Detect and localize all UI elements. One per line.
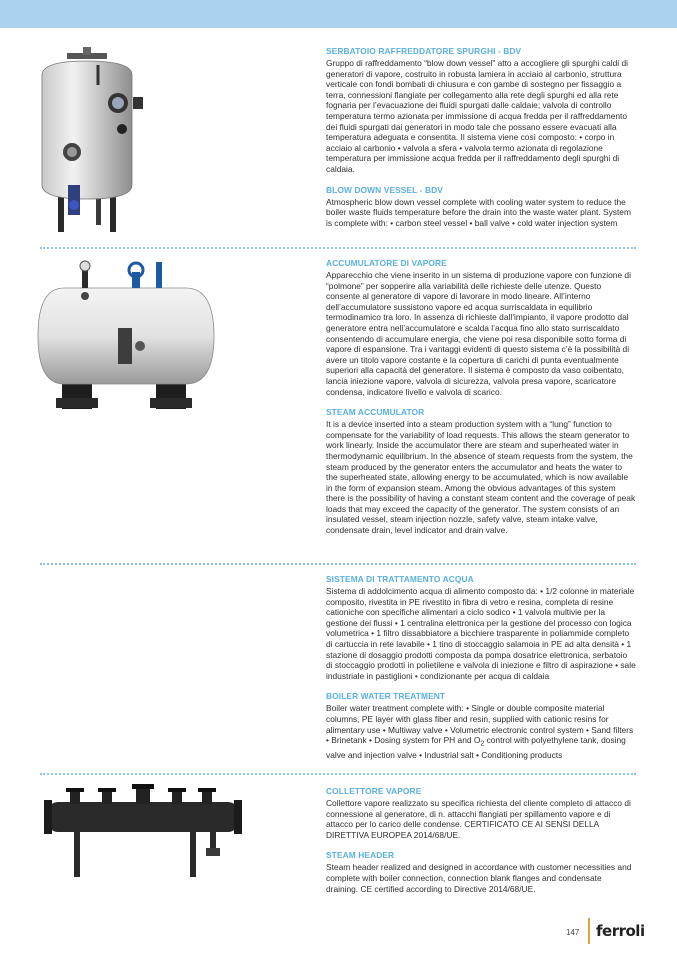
text-en-part-2: control with polyethylene tank, dosing valve and injection valve • Industrial salt • Conditioning products xyxy=(326,735,626,761)
section-title-en: STEAM ACCUMULATOR xyxy=(326,407,425,418)
section-text-it: Collettore vapore realizzato su specifica richiesta del cliente completo di attacco di connessione al generatore, di n. attacchi flangiati per spillamento vapore e di attacco per lo carico delle condense. CERTIFICATO CE AI SENSI DELLA DIRETTIVA EUROPEA 2014/68/UE. xyxy=(326,798,631,840)
page-number: 147 xyxy=(566,928,580,937)
blow-down-vessel-image xyxy=(38,45,148,235)
section-steam-header xyxy=(326,786,636,904)
section-text-it: Sistema di addolcimento acqua di alimento composto da: • 1/2 colonne in materiale composito, rivestita in PE rivestito in fibra di vetro e resina, completa di resine cationiche con specifiche alimentari a ciclo sodico • 1 valvola multivie per la gestione dei flussi • 1 centralina elettronica per la gestione del processo con logica volumetrica • 1 filtro dissabbiatore a bicchiere trasparente in poliammide completo di cartuccia in rete lavabile • 1 tino di stoccaggio salamoia in PE ad alta densità • 1 stazione di dosaggio prodotti composta da pompa dosatrice elettronica, serbatoio di stoccaggio prodotti in polietilene e valvola di iniezione e filtro di aspirazione • sale industriale in pastiglioni • condizionante per acqua di caldaia xyxy=(326,586,636,681)
section-text-en: Steam header realized and designed in accordance with customer necessities and complete with boiler connection, connection blank flanges and condensate draining. CE certified according to Directive 2014/68/UE. xyxy=(326,862,632,894)
section-text-it: Apparecchio che viene inserito in un sistema di produzione vapore con funzione di “polmone” per sopperire alla variabilità delle richieste delle utenze. Questo consente al generatore di vapore di lavorare in modo lineare. All’interno dell’accumulatore sussistono vapore ed acqua surriscaldata in equilibrio termodinamico tra loro. In assenza di richieste dall’impianto, il vapore prodotto dal generatore entra nell’accumulatore e scalda l’acqua fino allo stato surriscaldato consentendo di accumulare energia, che viene poi resa disponibile sotto forma di vapore di espansione. Tra i vantaggi evidenti di questo sistema c’è la possibilità di avere un titolo vapore costante e la copertura di carichi di punta eventualmente superiori alla capacità del generatore. Il sistema è composto da vaso coibentato, lancia iniezione vapore, valvola di sicurezza, valvola presa vapore, scaricatore condensa, indicatore livello e valvola di scarico. xyxy=(326,270,631,397)
section-divider xyxy=(40,563,636,565)
section-divider xyxy=(40,247,636,249)
steam-header-image xyxy=(40,784,245,879)
section-title-en: BLOW DOWN VESSEL - BDV xyxy=(326,184,443,195)
section-title-it: ACCUMULATORE DI VAPORE xyxy=(326,258,447,268)
text-en-part-1: Boiler water treatment complete with: • Single or double composite material columns, PE layer with glass fiber and resin, supplied with cationic resins for alimentary use • Multiway valve • Volumetric electronic control system • Sand filters • Brinetank • Dosing system for PH and O xyxy=(326,703,634,746)
section-text-en: It is a device inserted into a steam production system with a “lung” function to compensate for the variability of load requests. This allows the steam generator to work linearly. Inside the accumulator there are steam and superheated water in thermodynamic equilibrium. In the absence of steam requests from the system, the steam produced by the generator enters the accumulator and heats the water to the superheated state, allowing energy to be accumulated, which is now available in the form of expansion steam. Among the obvious advantages of this system there is the possibility of having a constant steam content and the coverage of peak loads that may exceed the capacity of the generator. The system consists of an insulated vessel, steam injection nozzle, safety valve, steam intake valve, condensate drain, level indicator and drain valve. xyxy=(326,419,636,536)
top-banner xyxy=(0,0,677,28)
section-text-en: Atmospheric blow down vessel complete with cooling water system to reduce the boiler waste fluids temperature before the drain into the waste water plant. System is complete with: • carbon steel vessel • ball valve • cold water injection system xyxy=(326,196,631,228)
section-blow-down-vessel xyxy=(326,46,636,238)
section-text-it: Gruppo di raffreddamento “blow down vessel” atto a accogliere gli spurghi caldi di generatori di vapore, costruito in robusta lamiera in acciaio al carbonio, struttura verticale con fondi bombati di chiusura e con gambe di sostegno per fissaggio a terra, connessioni flangiate per collegamento alla rete degli spurghi ed alla rete fognaria per l’evacuazione dei fluidi spurgati dalle caldaie; valvola di controllo temperatura termo azionata per immissione di acqua fredda per il raffreddamento dei fluidi spurgati dai generatori in modo tale che possano essere evacuati alla temperatura adeguata e consentita. Il sistema viene così composto: • corpo in acciaio al carbonio • valvola a sfera • valvola termo azionata di regolazione temperatura per immissione acqua fredda per il raffreddamento degli spurghi di caldaia. xyxy=(326,58,628,174)
section-steam-accumulator xyxy=(326,258,636,546)
section-text-en xyxy=(326,703,636,761)
section-title-it: SERBATOIO RAFFREDDATORE SPURGHI - BDV xyxy=(326,46,522,56)
ferroli-logo: ferroli xyxy=(596,922,645,940)
section-title-en: BOILER WATER TREATMENT xyxy=(326,691,446,702)
section-title-it: SISTEMA DI TRATTAMENTO ACQUA xyxy=(326,574,474,584)
section-water-treatment xyxy=(326,574,636,771)
section-title-it: COLLETTORE VAPORE xyxy=(326,786,422,796)
logo-accent-bar xyxy=(588,918,590,944)
section-divider xyxy=(40,773,636,775)
steam-accumulator-image xyxy=(36,258,216,413)
subscript-2: 2 xyxy=(480,740,485,748)
section-title-en: STEAM HEADER xyxy=(326,850,395,861)
